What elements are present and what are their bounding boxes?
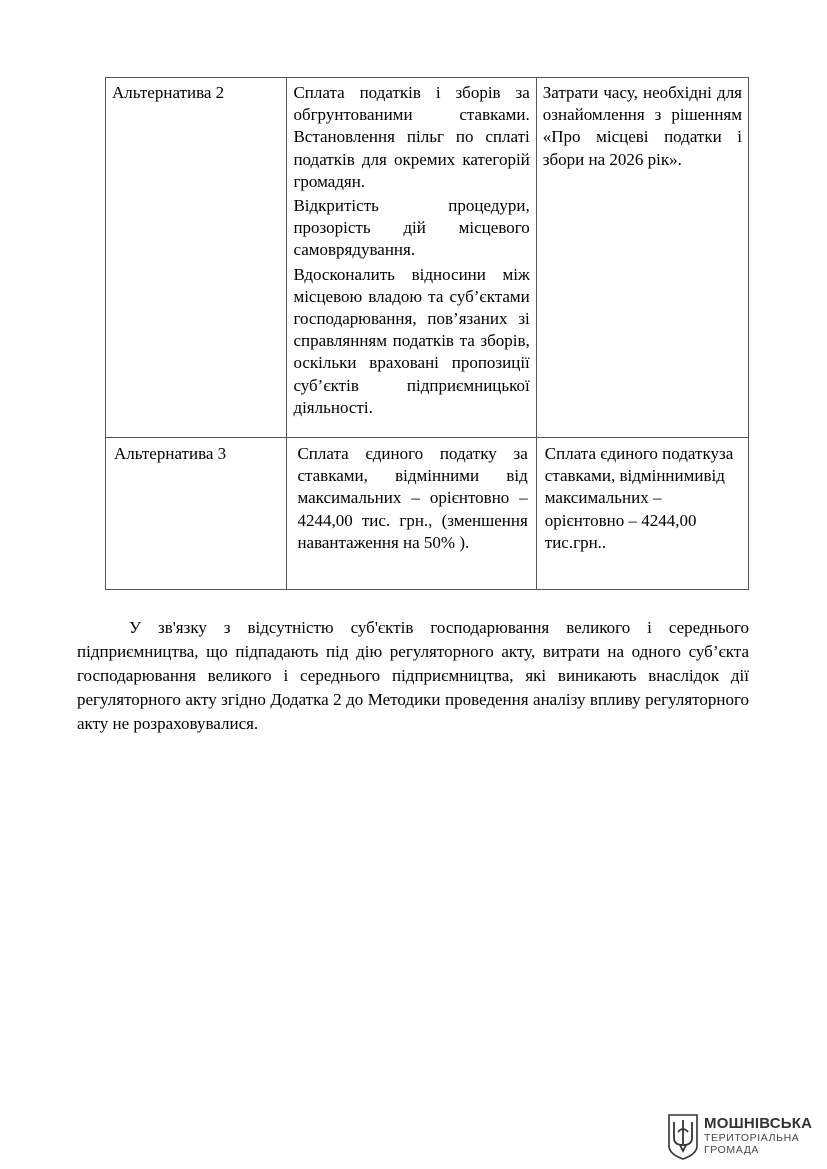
- trident-icon: [668, 1114, 698, 1160]
- benefits-cell: [287, 78, 536, 438]
- benefits-cell: [287, 438, 536, 590]
- costs-cell: Затрати часу, необхідні для ознайомлення з рішенням «Про місцеві податки і збори на 2026 рік».: [536, 78, 748, 438]
- logo-subtitle: ТЕРИТОРІАЛЬНА: [704, 1132, 800, 1144]
- body-paragraph: У зв'язку з відсутністю суб'єктів господарювання великого і середнього підприємництва, що підпадають під дію регуляторного акту, витрати на одного суб’єкта господарювання великого і середнього підприємництва, які виникають внаслідок дії регуляторного акту згідно Додатка 2 до Методики проведення аналізу впливу регуляторного акту не розраховувалися.: [77, 618, 749, 733]
- logo-title: МОШНІВСЬКА: [704, 1115, 813, 1132]
- benefits-paragraph: Сплата єдиного податку за ставками, відмінними від максимальних – орієнтовно – 4244,00 тис. грн., (зменшення навантаження на 50% ).: [297, 444, 528, 552]
- benefits-paragraph: Сплата податків і зборів за обгрунтованими ставками. Встановлення пільг по сплаті податків для окремих категорій громадян.: [293, 83, 530, 191]
- alternative-name-cell: Альтернатива 2: [106, 78, 287, 438]
- community-logo: [668, 1114, 813, 1162]
- benefits-paragraph: Відкритість процедури, прозорість дій місцевого самоврядування.: [293, 196, 530, 260]
- logo-subtitle: ГРОМАДА: [704, 1144, 760, 1156]
- table-row: [106, 78, 749, 438]
- costs-cell: Сплата єдиного податкуза ставками, відміннимивід максимальних – орієнтовно – 4244,00 тис.грн..: [536, 438, 748, 590]
- table-row: [106, 438, 749, 590]
- alternative-name-cell: Альтернатива 3: [106, 438, 287, 590]
- alternatives-table: [105, 77, 749, 590]
- benefits-paragraph: Вдосконалить відносини між місцевою владою та суб’єктами господарювання, пов’язаних зі справлянням податків та зборів, оскільки враховані пропозиції суб’єктів підприємницької діяльності.: [293, 264, 530, 417]
